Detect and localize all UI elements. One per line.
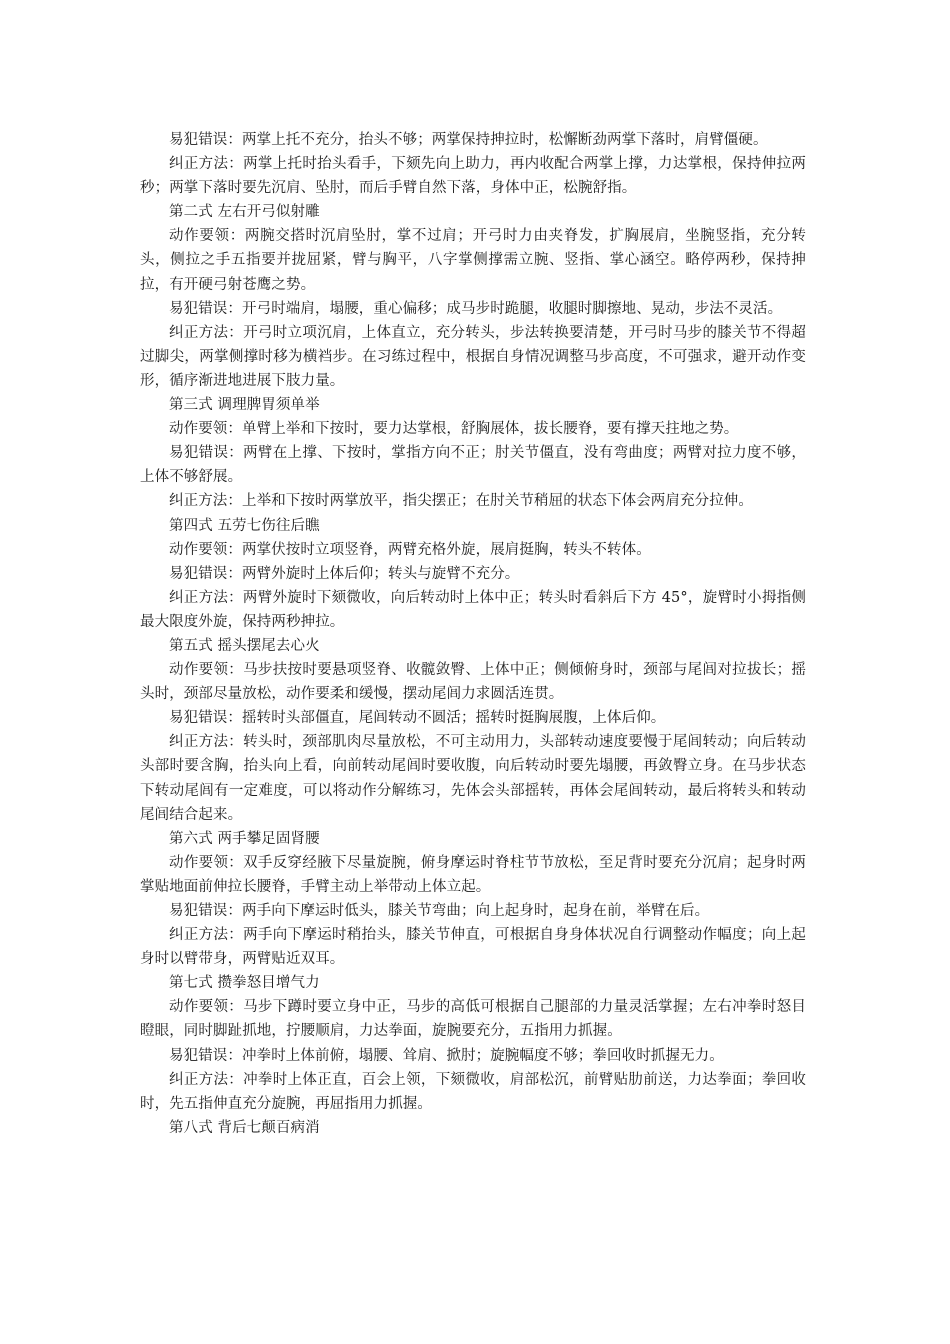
- paragraph-error-3: 易犯错误：两臂在上撑、下按时，掌指方向不正；肘关节僵直，没有弯曲度；两臂对拉力度不够，上体不够舒展。: [140, 445, 806, 486]
- paragraph-essentials-7: 动作要领：马步下蹲时要立身中正，马步的高低可根据自己腿部的力量灵活掌握；左右冲拳时怒目瞪眼，同时脚趾抓地，拧腰顺肩，力达拳面，旋腕要充分，五指用力抓握。: [140, 999, 806, 1040]
- paragraph-correction-3: 纠正方法：上举和下按时两掌放平，指尖摆正；在肘关节稍屈的状态下体会两肩充分拉伸。: [169, 493, 753, 510]
- section-heading-3: 第三式 调理脾胃须单举: [169, 397, 320, 414]
- paragraph-correction-2: 纠正方法：开弓时立项沉肩，上体直立，充分转头，步法转换要清楚，开弓时马步的膝关节不得超过脚尖，两掌侧撑时移为横裆步。在习练过程中，根据自身情况调整马步高度，不可强求，避开动作变形，循序渐进地进展下肢力量。: [140, 324, 806, 389]
- paragraph-error-5: 易犯错误：摇转时头部僵直，尾闾转动不圆活；摇转时挺胸展腹，上体后仰。: [169, 710, 666, 727]
- paragraph-correction-4: 纠正方法：两臂外旋时下颏微收，向后转动时上体中正；转头时看斜后下方 45°，旋臂时小拇指侧最大限度外旋，保持两秒抻拉。: [140, 589, 806, 630]
- paragraph-error-1: 易犯错误：两掌上托不充分，抬头不够；两掌保持抻拉时，松懈断劲两掌下落时，肩臂僵硬。: [169, 132, 768, 148]
- paragraph-correction-7: 纠正方法：冲拳时上体正直，百会上领，下颏微收，肩部松沉，前臂贴肋前送，力达拳面；拳回收时，先五指伸直充分旋腕，再屈指用力抓握。: [140, 1071, 806, 1112]
- document-page: [140, 128, 806, 1140]
- paragraph-essentials-6: 动作要领：双手反穿经腋下尽量旋腕，俯身摩运时脊柱节节放松，至足背时要充分沉肩；起身时两掌贴地面前伸拉长腰脊，手臂主动上举带动上体立起。: [140, 854, 806, 895]
- section-heading-2: 第二式 左右开弓似射雕: [169, 204, 320, 221]
- section-heading-5: 第五式 摇头摆尾去心火: [169, 637, 320, 654]
- section-heading-4: 第四式 五劳七伤往后瞧: [169, 517, 320, 534]
- paragraph-error-7: 易犯错误：冲拳时上体前俯，塌腰、耸肩、掀肘；旋腕幅度不够；拳回收时抓握无力。: [169, 1047, 724, 1064]
- section-heading-6: 第六式 两手攀足固肾腰: [169, 830, 320, 847]
- paragraph-essentials-4: 动作要领：两掌伏按时立项竖脊，两臂充格外旋，展肩挺胸，转头不转体。: [169, 541, 651, 558]
- paragraph-error-4: 易犯错误：两臂外旋时上体后仰；转头与旋臂不充分。: [169, 565, 520, 582]
- paragraph-correction-5: 纠正方法：转头时，颈部肌肉尽量放松，不可主动用力，头部转动速度要慢于尾闾转动；向后转动头部时要含胸，抬头向上看，向前转动尾闾时要收腹，向后转动时要先塌腰，再敛臀立身。在马步状态下转动尾闾有一定难度，可以将动作分解练习，先体会头部摇转，再体会尾闾转动，最后将转头和转动尾闾结合起来。: [140, 734, 806, 823]
- paragraph-essentials-3: 动作要领：单臂上举和下按时，要力达掌根，舒胸展体，拔长腰脊，要有撑天拄地之势。: [169, 421, 739, 438]
- section-heading-8: 第八式 背后七颠百病消: [169, 1119, 320, 1136]
- paragraph-correction-6: 纠正方法：两手向下摩运时稍抬头，膝关节伸直，可根据自身身体状况自行调整动作幅度；向上起身时以臂带身，两臂贴近双耳。: [140, 927, 806, 968]
- paragraph-essentials-5: 动作要领：马步扶按时要悬项竖脊、收髋敛臀、上体中正；侧倾俯身时，颈部与尾闾对拉拔长；摇头时，颈部尽量放松，动作要柔和缓慢，摆动尾闾力求圆活连贯。: [140, 662, 806, 703]
- paragraph-error-2: 易犯错误：开弓时端肩，塌腰，重心偏移；成马步时跪腿，收腿时脚擦地、晃动，步法不灵活。: [169, 300, 783, 317]
- paragraph-correction-1: 纠正方法：两掌上托时抬头看手，下颏先向上助力，再内收配合两掌上撑，力达掌根，保持伸拉两秒；两掌下落时要先沉肩、坠肘，而后手臂自然下落，身体中正，松腕舒指。: [140, 156, 806, 197]
- paragraph-essentials-2: 动作要领：两腕交搭时沉肩坠肘，掌不过肩；开弓时力由夹脊发，扩胸展肩，坐腕竖指，充分转头，侧拉之手五指要并拢屈紧，臂与胸平，八字掌侧撑需立腕、竖指、掌心涵空。略停两秒，保持抻拉，有开硬弓射苍鹰之势。: [140, 228, 806, 293]
- paragraph-error-6: 易犯错误：两手向下摩运时低头，膝关节弯曲；向上起身时，起身在前，举臂在后。: [169, 903, 710, 919]
- section-heading-7: 第七式 攒拳怒目增气力: [169, 975, 320, 992]
